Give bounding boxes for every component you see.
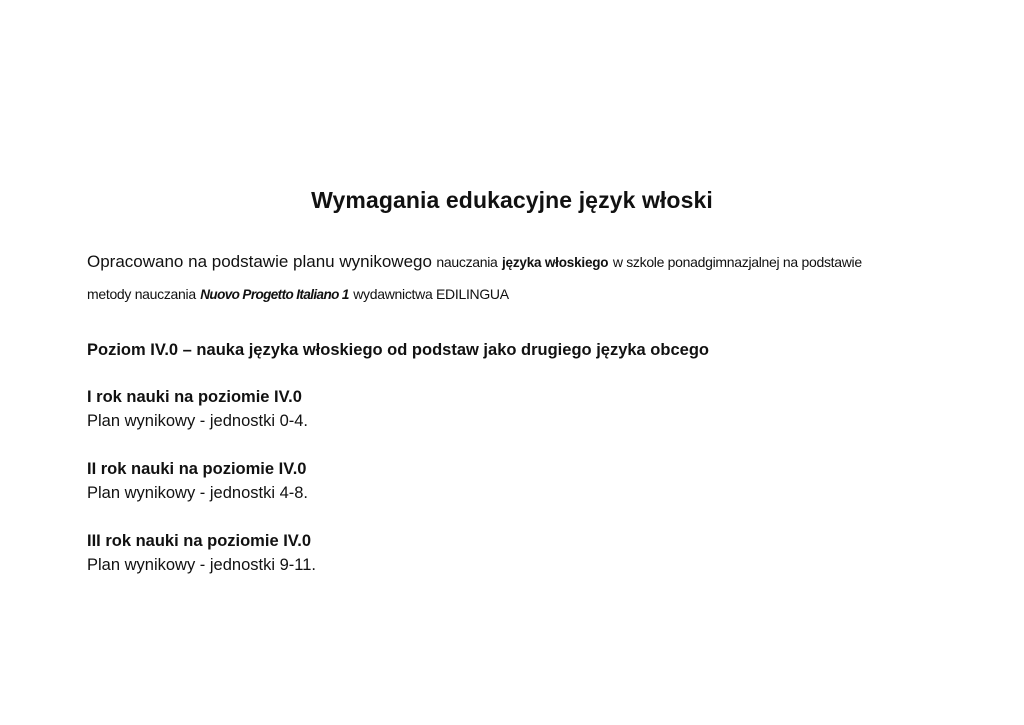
- intro-line-1: [87, 252, 862, 272]
- intro-line-2: [87, 286, 509, 304]
- intro-text-language: języka włoskiego: [502, 255, 609, 270]
- book-title: Nuovo Progetto Italiano 1: [200, 287, 349, 302]
- year-section-1: [87, 385, 308, 433]
- year-section-3: [87, 529, 316, 577]
- year-plan: Plan wynikowy - jednostki 4-8.: [87, 484, 309, 502]
- intro-text-publisher: wydawnictwa EDILINGUA: [353, 286, 509, 302]
- year-section-2: [87, 457, 308, 505]
- page-title: Wymagania edukacyjne język włoski: [311, 187, 713, 213]
- year-plan: Plan wynikowy - jednostki 0-4.: [87, 412, 309, 430]
- year-heading: II rok nauki na poziomie IV.0: [87, 460, 307, 478]
- year-plan: Plan wynikowy - jednostki 9-11.: [87, 556, 316, 574]
- year-heading: III rok nauki na poziomie IV.0: [87, 532, 312, 550]
- intro-text-part2: nauczania: [436, 254, 498, 270]
- level-heading: Poziom IV.0 – nauka języka włoskiego od podstaw jako drugiego języka obcego: [87, 341, 709, 359]
- intro-text-part1: Opracowano na podstawie planu wynikowego: [87, 252, 432, 271]
- year-heading: I rok nauki na poziomie IV.0: [87, 388, 302, 406]
- intro-text-part4: w szkole ponadgimnazjalnej na podstawie: [612, 254, 862, 270]
- intro-text-part5: metody nauczania: [87, 286, 196, 302]
